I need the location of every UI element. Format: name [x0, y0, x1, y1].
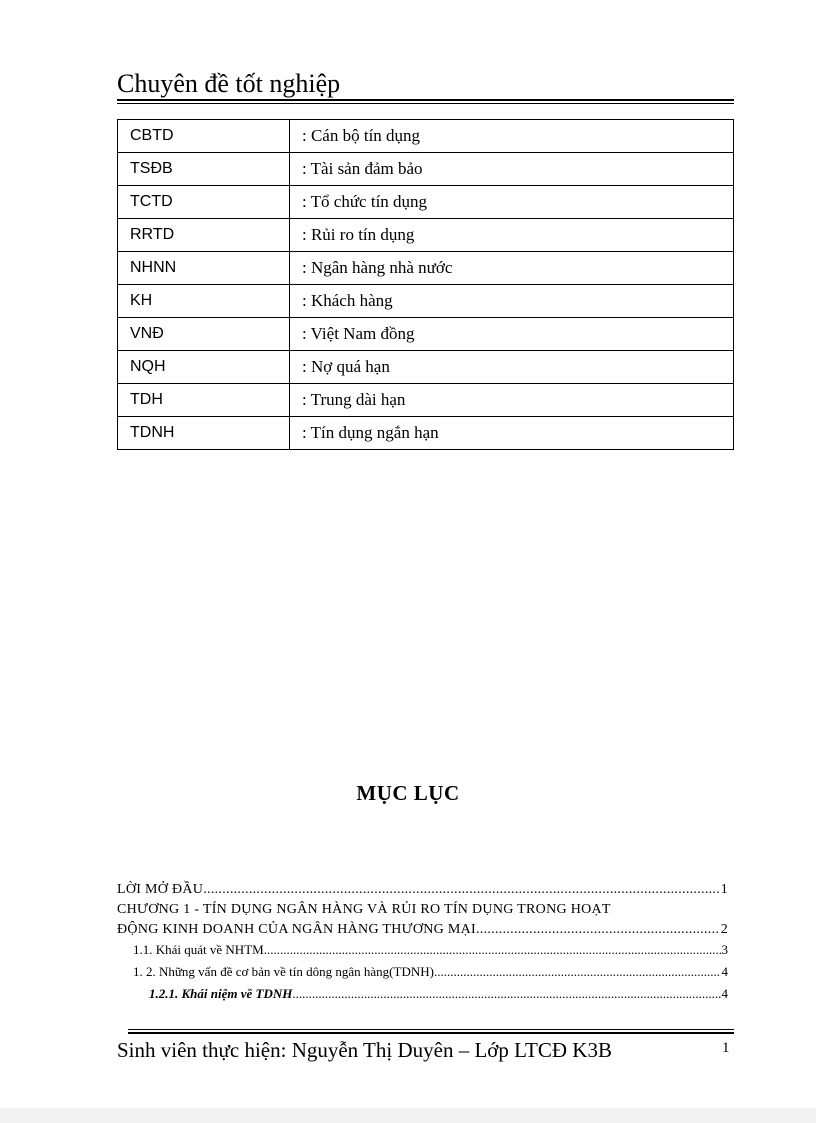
toc-leader: [203, 880, 719, 900]
toc-leader: [434, 962, 721, 982]
abbreviation-code: CBTD: [118, 120, 290, 153]
toc-leader: [292, 984, 720, 1004]
toc-entry[interactable]: [149, 984, 728, 1004]
abbreviation-code: TCTD: [118, 186, 290, 219]
table-row: [118, 186, 734, 219]
table-row: [118, 351, 734, 384]
table-row: [118, 384, 734, 417]
abbreviation-code: RRTD: [118, 219, 290, 252]
abbreviation-meaning: : Việt Nam đồng: [290, 318, 734, 351]
abbreviation-meaning: : Nợ quá hạn: [290, 351, 734, 384]
toc-entry-title: 1. 2. Những vấn đề cơ bản về tín dông ngân hàng(TDNH): [133, 964, 434, 979]
footer-rule-top: [128, 1029, 734, 1030]
table-row: [118, 252, 734, 285]
header-title: Chuyên đề tốt nghiệp: [117, 69, 341, 98]
table-row: [118, 417, 734, 450]
abbreviation-meaning: : Cán bộ tín dụng: [290, 120, 734, 153]
abbreviation-code: TDNH: [118, 417, 290, 450]
toc-entry[interactable]: [133, 940, 728, 960]
toc-entry-title: 1.1. Khái quát về NHTM: [133, 942, 264, 957]
toc-entry-title: LỜI MỞ ĐẦU: [117, 882, 204, 897]
header-rule-bottom: [117, 103, 734, 104]
abbreviation-code: TSĐB: [118, 153, 290, 186]
table-row: [118, 219, 734, 252]
toc-entry-page: 3: [721, 942, 728, 957]
header-rule-top: [117, 99, 734, 101]
toc-entry[interactable]: [133, 962, 728, 982]
toc-entry-title: 1.2.1. Khái niệm về TDNH: [149, 986, 293, 1001]
page-bottom-margin: [0, 1108, 816, 1123]
abbreviation-meaning: : Trung dài hạn: [290, 384, 734, 417]
toc-entry-page: 4: [721, 986, 728, 1001]
abbreviation-code: VNĐ: [118, 318, 290, 351]
toc-entry[interactable]: [117, 880, 728, 900]
toc-entry-page: 1: [720, 882, 728, 897]
abbreviation-code: NHNN: [118, 252, 290, 285]
toc-entry[interactable]: [117, 920, 728, 940]
toc-entry-title: CHƯƠNG 1 - TÍN DỤNG NGÂN HÀNG VÀ RỦI RO TÍN DỤNG TRONG HOẠT: [117, 902, 611, 917]
toc-entry[interactable]: [117, 900, 728, 920]
abbreviation-code: KH: [118, 285, 290, 318]
table-row: [118, 153, 734, 186]
abbreviation-code: TDH: [118, 384, 290, 417]
table-row: [118, 285, 734, 318]
footer-rule-bottom: [128, 1032, 734, 1034]
toc-leader: [476, 920, 720, 940]
abbreviation-table: [117, 119, 734, 450]
abbreviation-meaning: : Tín dụng ngắn hạn: [290, 417, 734, 450]
footer-text: Sinh viên thực hiện: Nguyễn Thị Duyên – Lớp LTCĐ K3B: [117, 1038, 612, 1062]
abbreviation-meaning: : Khách hàng: [290, 285, 734, 318]
abbreviation-meaning: : Ngân hàng nhà nước: [290, 252, 734, 285]
toc-entry-title: ĐỘNG KINH DOANH CỦA NGÂN HÀNG THƯƠNG MẠI: [117, 922, 476, 937]
abbreviation-code: NQH: [118, 351, 290, 384]
toc-heading: MỤC LỤC: [356, 781, 460, 805]
toc-entry-page: 4: [721, 964, 728, 979]
abbreviation-meaning: : Tổ chức tín dụng: [290, 186, 734, 219]
toc-leader: [264, 940, 721, 960]
page-number: 1: [722, 1040, 730, 1056]
table-row: [118, 318, 734, 351]
abbreviation-meaning: : Rủi ro tín dụng: [290, 219, 734, 252]
abbreviation-meaning: : Tài sản đảm bảo: [290, 153, 734, 186]
toc-entry-page: 2: [720, 922, 728, 937]
table-row: [118, 120, 734, 153]
